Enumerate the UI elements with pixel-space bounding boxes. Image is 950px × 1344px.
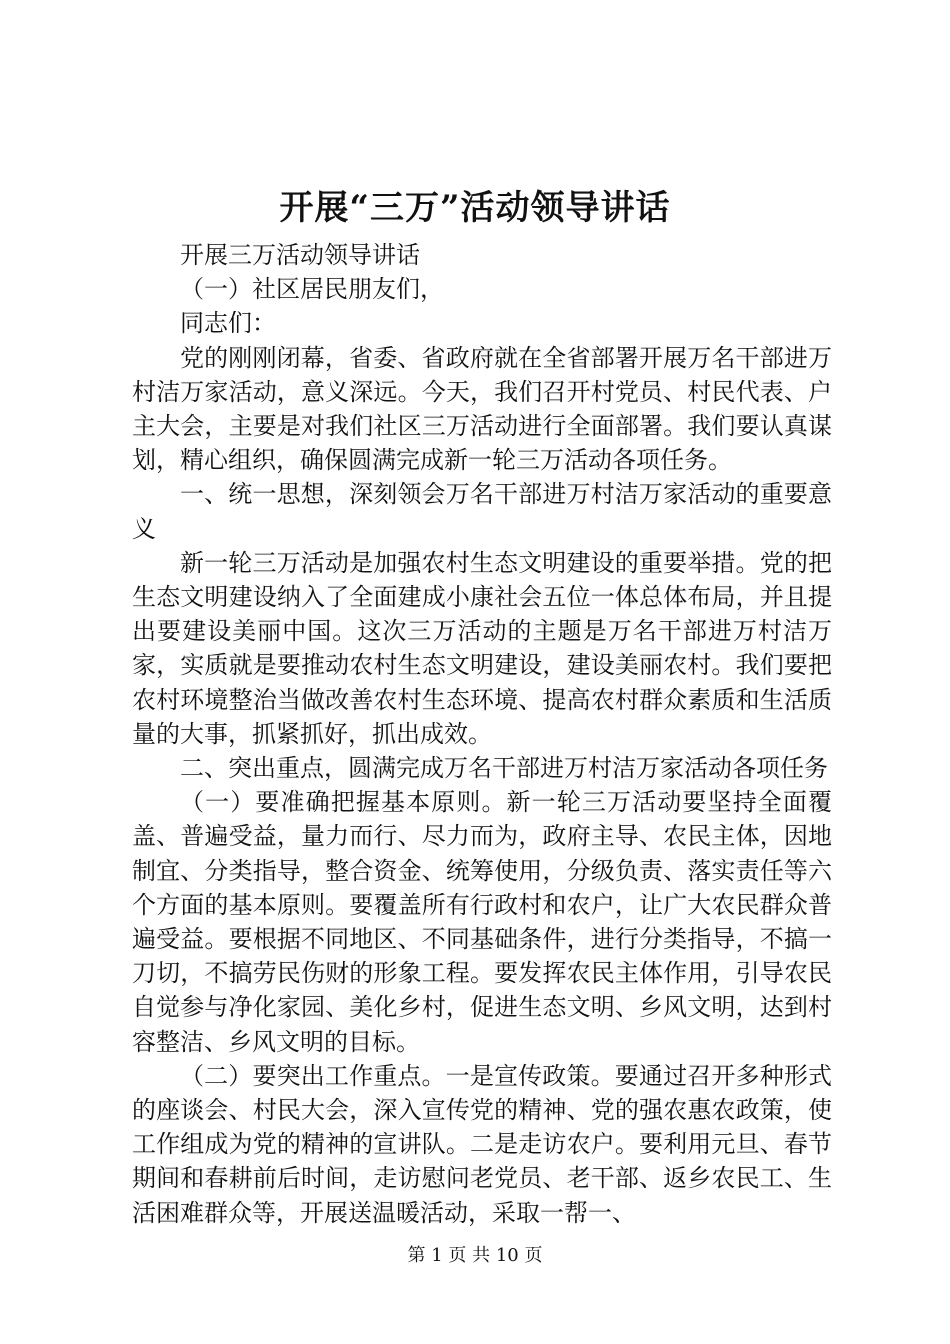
- paragraph-subtitle: 开展三万活动领导讲话: [180, 241, 420, 269]
- paragraph-salutation-1: （一）社区居民朋友们，: [180, 275, 444, 304]
- paragraph-principles: （一）要准确把握基本原则。新一轮三万活动要坚持全面覆盖、普遍受益，量力而行、尽力而为，政府主导、农民主体，因地制宜、分类指导，整合资金、统筹使用，分级负责、落实责任等六个方面的基本原则。要覆盖所有行政村和农户，让广大农民群众普遍受益。要根据不同地区、不同基础条件，进行分类指导，不搞一刀切，不搞劳民伤财的形象工程。要发挥农民主体作用，引导农民自觉参与净化家园、美化乡村，促进生态文明、乡风文明，达到村容整洁、乡风文明的目标。: [132, 788, 832, 1056]
- page-number: 第 1 页 共 10 页: [407, 1245, 543, 1266]
- paragraph-section-1: 新一轮三万活动是加强农村生态文明建设的重要举措。党的把生态文明建设纳入了全面建成小康社会五位一体总体布局，并且提出要建设美丽中国。这次三万活动的主题是万名干部进万村洁万家，实质就是要推动农村生态文明建设，建设美丽农村。我们要把农村环境整治当做改善农村生态环境、提高农村群众素质和生活质量的大事，抓紧抓好，抓出成效。: [132, 548, 832, 748]
- paragraph-heading-1: 一、统一思想，深刻领会万名干部进万村洁万家活动的重要意义: [132, 480, 832, 543]
- document-title: 开展“三万”活动领导讲话: [279, 188, 671, 228]
- document-body: [132, 238, 832, 1230]
- paragraph-heading-2: 二、突出重点，圆满完成万名干部进万村洁万家活动各项任务: [180, 754, 828, 783]
- paragraph-salutation-2: 同志们：: [180, 309, 276, 338]
- paragraph-priorities: （二）要突出工作重点。一是宣传政策。要通过召开多种形式的座谈会、村民大会，深入宣传党的精神、党的强农惠农政策，使工作组成为党的精神的宣讲队。二是走访农户。要利用元旦、春节期间和春耕前后时间，走访慰问老党员、老干部、返乡农民工、生活困难群众等，开展送温暖活动，采取一帮一、: [132, 1061, 832, 1227]
- paragraph-intro: 党的刚刚闭幕，省委、省政府就在全省部署开展万名干部进万村洁万家活动，意义深远。今天，我们召开村党员、村民代表、户主大会，主要是对我们社区三万活动进行全面部署。我们要认真谋划，精心组织，确保圆满完成新一轮三万活动各项任务。: [132, 343, 832, 475]
